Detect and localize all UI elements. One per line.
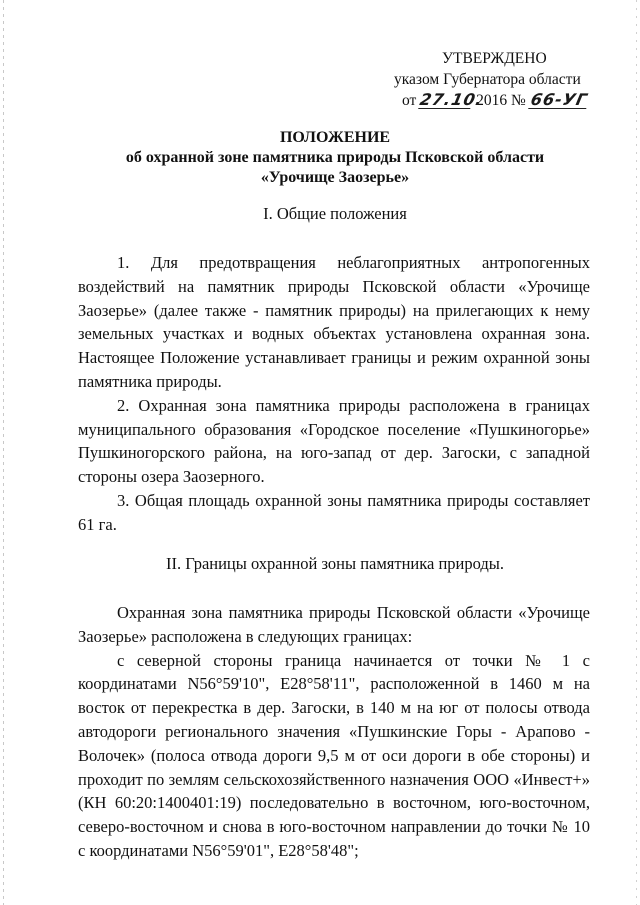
paragraph: 3. Общая площадь охранной зоны памятника природы составляет 61 га. <box>78 490 590 534</box>
paragraph: Охранная зона памятника природы Псковской области «Урочище Заозерье» расположена в следующих границах: <box>78 603 590 646</box>
handwritten-date: 27.10. <box>418 90 486 109</box>
document-title <box>80 128 590 188</box>
approval-stamp-block <box>380 48 610 111</box>
section-1-body <box>78 251 590 537</box>
approval-decree-line: указом Губернатора области <box>394 71 581 88</box>
section-2-heading: II. Границы охранной зоны памятника природы. <box>165 554 505 573</box>
title-line-1: ПОЛОЖЕНИЕ <box>279 129 391 146</box>
handwritten-decree-number: 66-УГ <box>528 90 590 109</box>
scan-edge-left <box>3 0 4 905</box>
section-2-body <box>78 601 590 863</box>
section-1-heading: I. Общие положения <box>263 204 407 223</box>
scan-edge-right <box>636 0 637 905</box>
title-line-2: об охранной зоне памятника природы Псковской области <box>125 149 545 166</box>
approval-from-label: от <box>402 92 417 109</box>
title-line-3: «Урочище Заозерье» <box>260 169 410 186</box>
paragraph: с северной стороны граница начинается от точки № 1 с координатами N56°59'10", E28°58'11", расположенной в 1460 м на восток от перекрестка в дер. Загоски, в 140 м на юг от полосы отвода автодороги регионального значения «Пушкинские Горы - Арапово - Волочек» (полоса отвода дороги 9,5 м от оси дороги в обе стороны) и проходит по землям сельскохозяйственного назначения ООО «Инвест+» (КН 60:20:1400401:19) последовательно в восточном, юго-восточном, северо-восточном и снова в юго-восточном направлении до точки № 10 с координатами N56°59'01", E28°58'48"; <box>78 650 590 860</box>
paragraph: 2. Охранная зона памятника природы расположена в границах муниципального образования «Городское поселение «Пушкиногорье» Пушкиногорского района, на юго-запад от дер. Загоски, с западной стороны озера Заозерного. <box>78 395 590 487</box>
approval-title: УТВЕРЖДЕНО <box>442 50 547 67</box>
approval-year-label: 2016 № <box>476 92 526 109</box>
paragraph: 1. Для предотвращения неблагоприятных антропогенных воздействий на памятник природы Псковской области «Урочище Заозерье» (далее также - памятник природы) на прилегающих к нему земельных участках и водных объектах установлена охранная зона. Настоящее Положение устанавливает границы и режим охранной зоны памятника природы. <box>78 253 590 391</box>
approval-date-line <box>380 90 610 111</box>
